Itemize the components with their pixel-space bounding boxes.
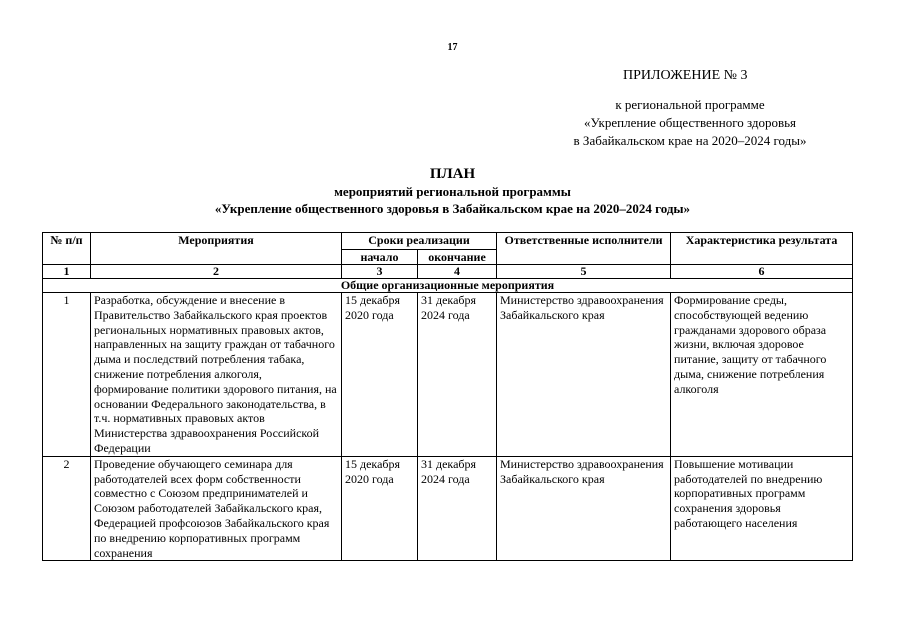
section-row	[43, 279, 853, 293]
header-end: окончание	[418, 250, 497, 265]
row-num: 1	[43, 293, 91, 457]
header-event: Мероприятия	[91, 233, 342, 265]
row-responsible: Министерство здравоохранения Забайкальского края	[497, 293, 671, 457]
row-result: Повышение мотивации работодателей по внедрению корпоративных программ сохранения здоровья работающего населения	[671, 456, 853, 561]
column-number: 1	[43, 265, 91, 279]
column-number: 5	[497, 265, 671, 279]
plan-table	[42, 232, 853, 561]
header-start: начало	[342, 250, 418, 265]
header-terms: Сроки реализации	[342, 233, 497, 250]
header-responsible: Ответственные исполнители	[497, 233, 671, 265]
column-number: 3	[342, 265, 418, 279]
row-event: Проведение обучающего семинара для работодателей всех форм собственности совместно с Союзом предпринимателей и Союзом работодателей Забайкальского края, Федерацией профсоюзов Забайкальского края по внедрению корпоративных программ сохранения	[91, 456, 342, 561]
annex-line-2: «Укрепление общественного здоровья	[583, 115, 797, 130]
row-start: 15 декабря 2020 года	[342, 293, 418, 457]
row-event: Разработка, обсуждение и внесение в Правительство Забайкальского края проектов региональных нормативных правовых актов, направленных на защиту граждан от табачного дыма и последствий потребления табака, снижение потребления алкоголя, формирование политики здорового питания, на основании Федерального законодательства, в т.ч. нормативных правовых актов Министерства здравоохранения Российской Федерации	[91, 293, 342, 457]
row-end: 31 декабря 2024 года	[418, 456, 497, 561]
header-num: № п/п	[43, 233, 91, 265]
plan-subtitle-1: мероприятий региональной программы	[334, 184, 571, 199]
page-number: 17	[447, 42, 458, 53]
table-row	[43, 456, 853, 561]
plan-subtitle-2: «Укрепление общественного здоровья в Забайкальском крае на 2020–2024 годы»	[214, 201, 691, 216]
header-result: Характеристика результата	[671, 233, 853, 265]
column-numbers-row	[43, 265, 853, 279]
column-number: 2	[91, 265, 342, 279]
plan-title: ПЛАН	[429, 166, 476, 182]
row-result: Формирование среды, способствующей ведению гражданами здорового образа жизни, включая здоровое питание, защиту от табачного дыма, снижение потребления алкоголя	[671, 293, 853, 457]
annex-title: ПРИЛОЖЕНИЕ № 3	[623, 68, 748, 83]
annex-line-3: в Забайкальском крае на 2020–2024 годы»	[573, 133, 807, 148]
annex-line-1: к региональной программе	[615, 97, 765, 112]
row-responsible: Министерство здравоохранения Забайкальского края	[497, 456, 671, 561]
section-title: Общие организационные мероприятия	[43, 279, 853, 293]
column-number: 4	[418, 265, 497, 279]
row-start: 15 декабря 2020 года	[342, 456, 418, 561]
row-end: 31 декабря 2024 года	[418, 293, 497, 457]
table-row	[43, 293, 853, 457]
row-num: 2	[43, 456, 91, 561]
column-number: 6	[671, 265, 853, 279]
